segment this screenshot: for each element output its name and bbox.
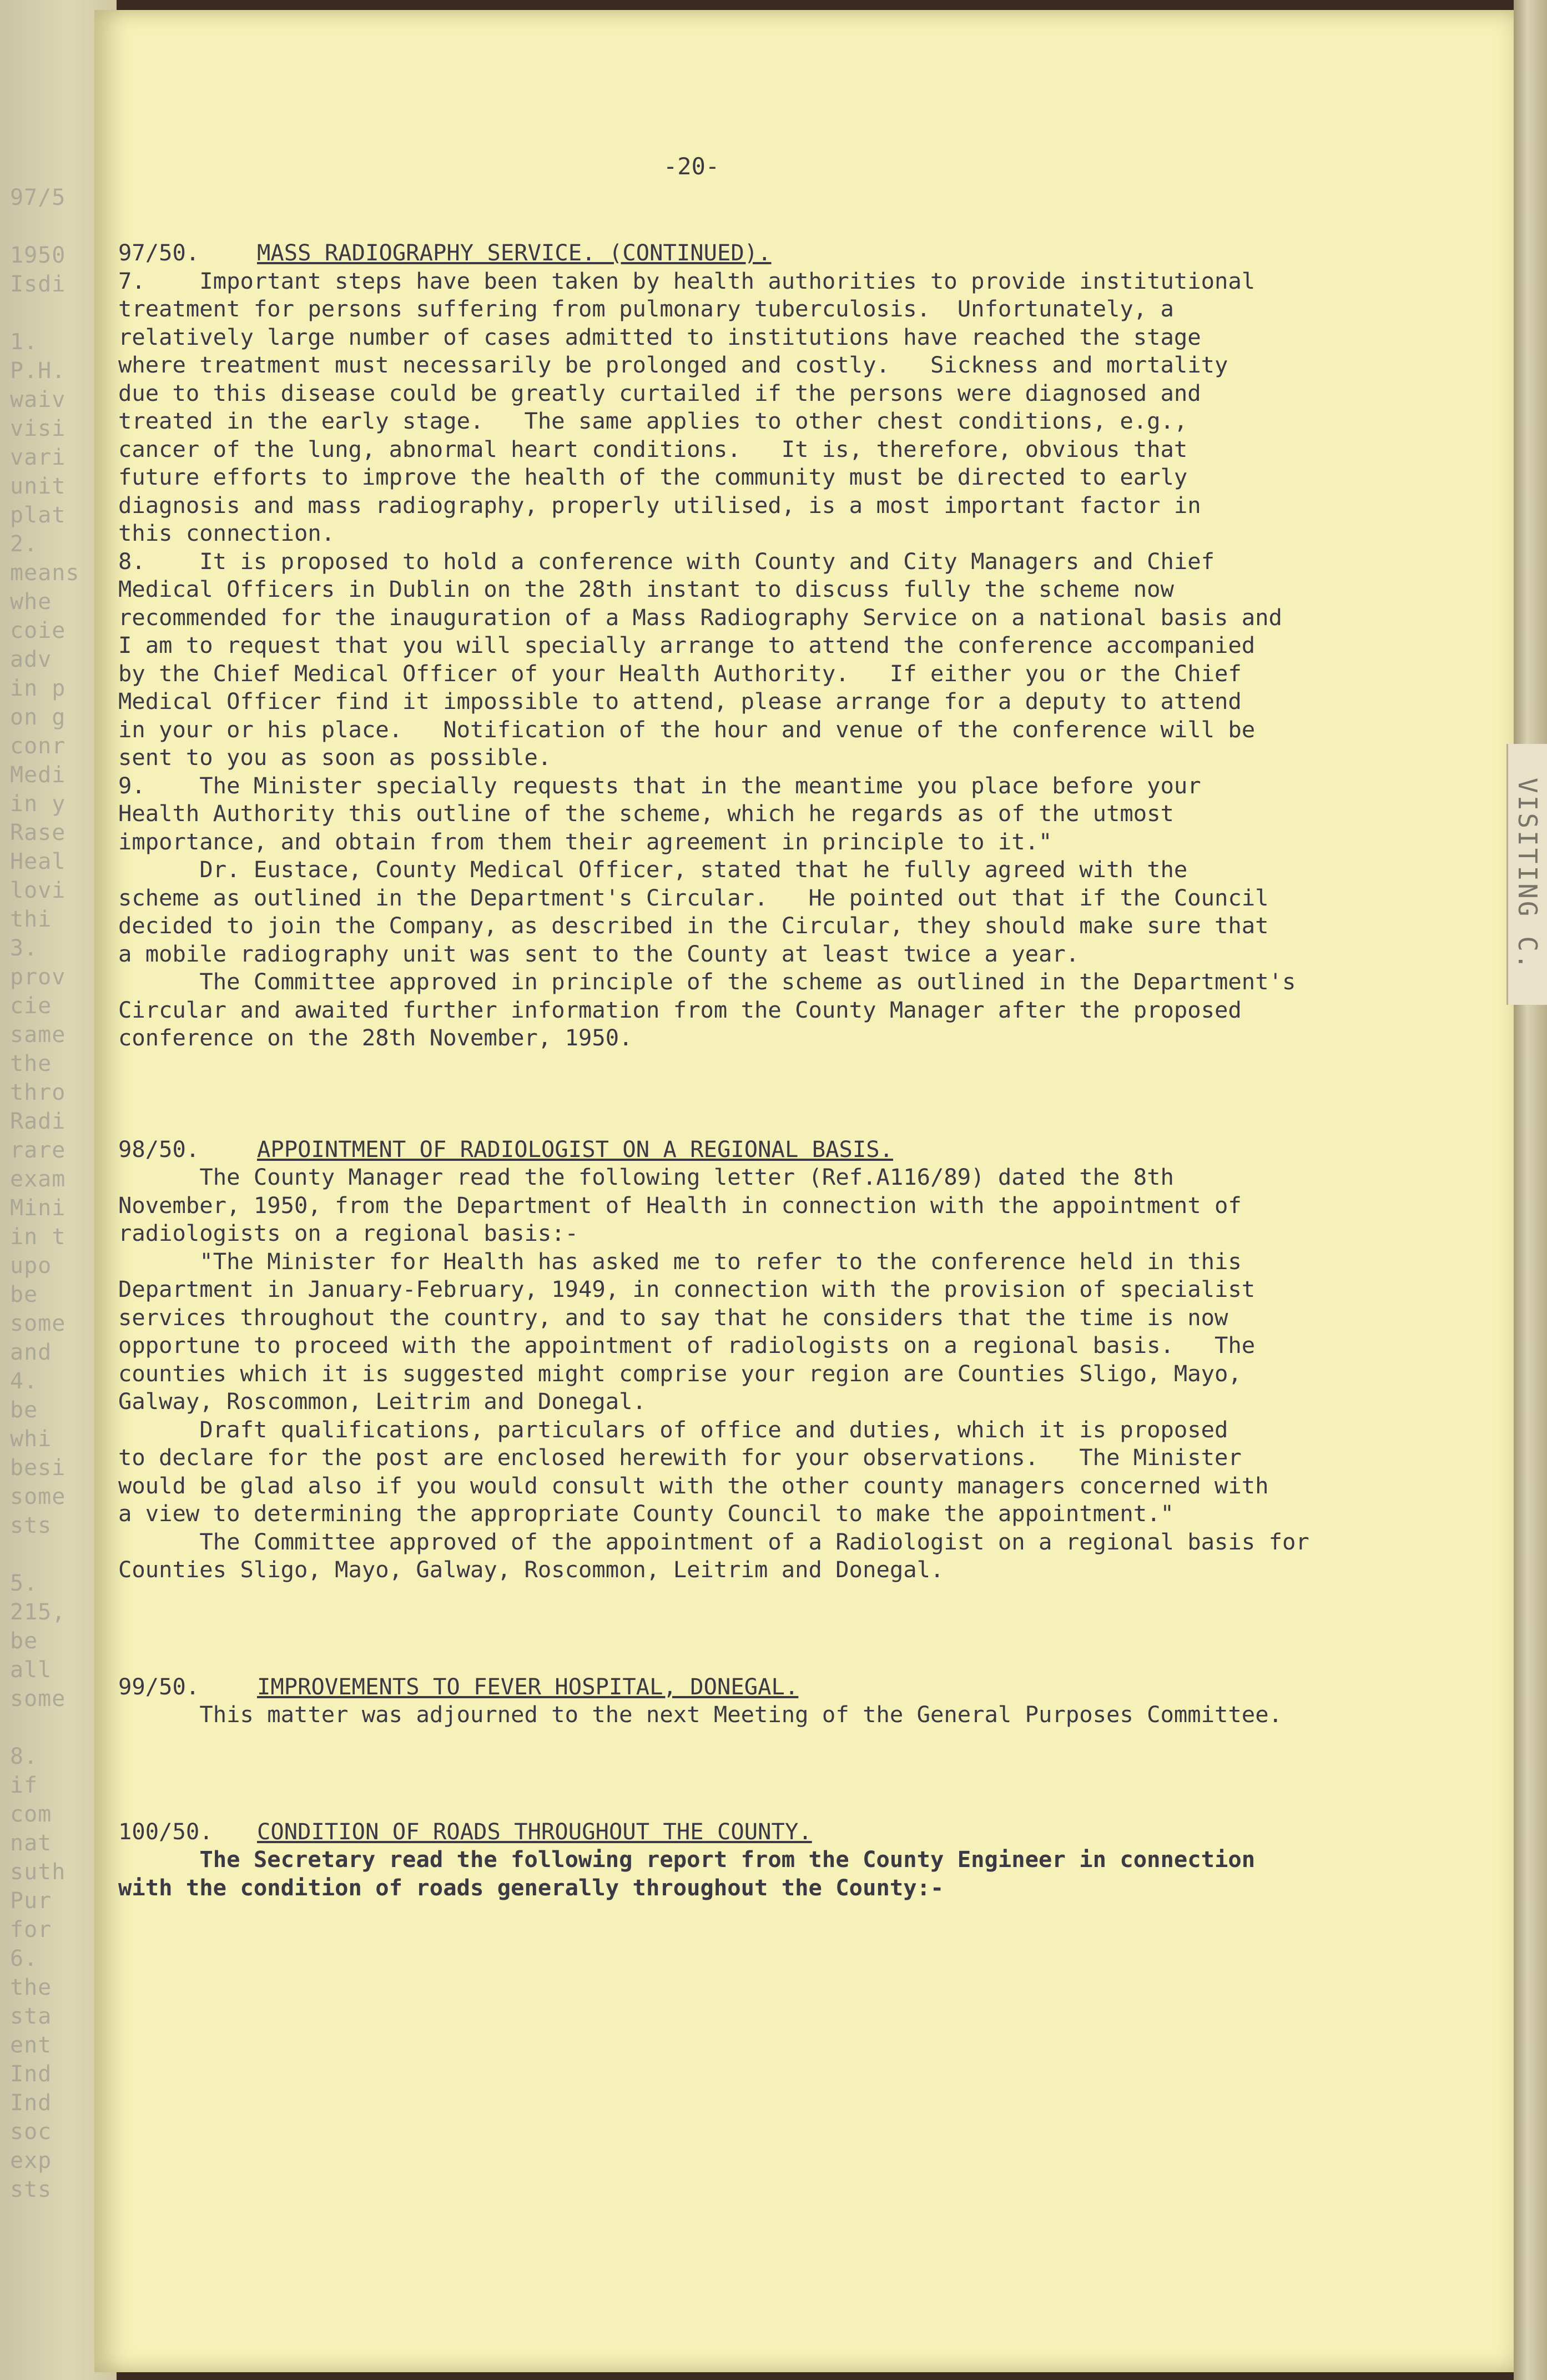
page-stack-edge [1514, 0, 1547, 2380]
paragraph: The County Manager read the following letter (Ref.A116/89) dated the 8th November, 1950, from the Department of Health in connection with the appointment of radiologists on a regional basis:- [118, 1164, 1242, 1246]
section-title: APPOINTMENT OF RADIOLOGIST ON A REGIONAL BASIS. [257, 1135, 894, 1163]
paragraph: 9. The Minister specially requests that in the meantime you place before your Health Authority this outline of the scheme, which he regards as of the utmost importance, and obtain from them their agreement in principle to it." [118, 772, 1201, 855]
section-number: 99/50. [118, 1673, 200, 1700]
section-heading [118, 1135, 1339, 1164]
section-number: 100/50. [118, 1818, 213, 1845]
paragraph: This matter was adjourned to the next Meeting of the General Purposes Committee. [118, 1701, 1282, 1728]
section-100-50 [118, 1818, 1339, 1902]
section-title: MASS RADIOGRAPHY SERVICE. (CONTINUED). [257, 239, 772, 266]
paragraph: Draft qualifications, particulars of office and duties, which it is proposed to declare for the post are enclosed herewith for your observations. The Minister would be glad also if you would consult with the other county managers concerned with a view to determining the appropriate County Council to make the appointment." [118, 1416, 1269, 1527]
page-number: -20- [663, 153, 720, 180]
paragraph: 7. Important steps have been taken by health authorities to provide institutional treatment for persons suffering from pulmonary tuberculosis. Unfortunately, a relatively large number of cases admitted to institutions have reached the stage where treatment must necessarily be prolonged and costly. Sickness and mortality due to this disease could be greatly curtailed if the persons were diagnosed and treated in the early stage. The same applies to other chest conditions, e.g., cancer of the lung, abnormal heart conditions. It is, therefore, obvious that future efforts to improve the health of the community must be directed to early diagnosis and mass radiography, properly utilised, is a most important factor in this connection. [118, 267, 1256, 546]
section-number: 97/50. [118, 239, 200, 266]
paragraph: Dr. Eustace, County Medical Officer, stated that he fully agreed with the scheme as outlined in the Department's Circular. He pointed out that if the Council decided to join the Company, as described in the Circular, they should make sure that a mobile radiography unit was sent to the County at least twice a year. [118, 856, 1269, 967]
section-heading [118, 239, 1339, 267]
previous-page-text: 97/5 1950 Isdi 1. P.H. waiv visi vari unit plat 2. means whe coie adv in p on g conr Medi in y Rase Heal lovi thi 3. prov cie same the thro Radi rare exam Mini in t upo be some and 4. be whi besi some sts 5. 215, be all some 8. if com nat suth Pur for 6. the sta ent Ind Ind soc exp sts [10, 185, 80, 2202]
section-97-50 [118, 239, 1339, 1052]
section-heading [118, 1673, 1339, 1701]
section-heading [118, 1818, 1339, 1846]
index-tab: VISITING C. [1506, 744, 1547, 1005]
paragraph: The Secretary read the following report from the County Engineer in connection with the condition of roads generally throughout the County:- [118, 1846, 1256, 1901]
paragraph: 8. It is proposed to hold a conference with County and City Managers and Chief Medical Officers in Dublin on the 28th instant to discuss fully the scheme now recommended for the inauguration of a Mass Radiography Service on a national basis and I am to request that you will specially arrange to attend the conference accompanied by the Chief Medical Officer of your Health Authority. If either you or the Chief Medical Officer find it impossible to attend, please arrange for a deputy to attend in your or his place. Notification of the hour and venue of the conference will be sent to you as soon as possible. [118, 547, 1282, 771]
section-number: 98/50. [118, 1135, 200, 1163]
section-title: IMPROVEMENTS TO FEVER HOSPITAL, DONEGAL. [257, 1673, 799, 1700]
section-98-50 [118, 1135, 1339, 1584]
page-content [118, 144, 1339, 1901]
paragraph: The Committee approved of the appointment of a Radiologist on a regional basis for Counties Sligo, Mayo, Galway, Roscommon, Leitrim and Donegal. [118, 1528, 1309, 1583]
section-title: CONDITION OF ROADS THROUGHOUT THE COUNTY. [257, 1818, 812, 1845]
paragraph: The Committee approved in principle of the scheme as outlined in the Department's Circular and awaited further information from the County Manager after the proposed conference on the 28th November, 1950. [118, 968, 1296, 1051]
paragraph: "The Minister for Health has asked me to refer to the conference held in this Department in January-February, 1949, in connection with the provision of specialist services throughout the country, and to say that he considers that the time is now opportune to proceed with the appointment of radiologists on a regional basis. The counties which it is suggested might comprise your region are Counties Sligo, Mayo, Galway, Roscommon, Leitrim and Donegal. [118, 1247, 1256, 1415]
section-99-50 [118, 1673, 1339, 1729]
